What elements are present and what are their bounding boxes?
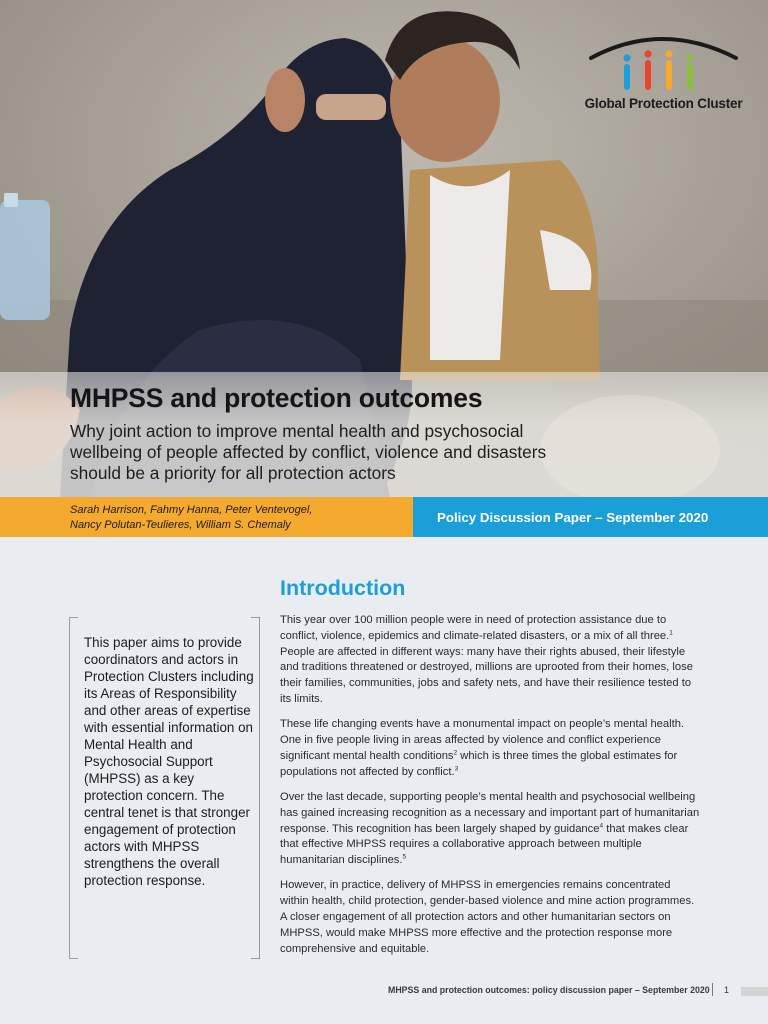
paragraph: Over the last decade, supporting people’s mental health and psychosocial wellbeing has gained increasing recognition as a necessary and important part of humanitarian response. This recognition has been largely shaped by guidance$^4$ that makes clear that effective MHPSS requires a collaborative approach between multiple humanitarian disciplines.$^5$ [280, 790, 700, 867]
callout-left-rule [69, 617, 70, 959]
footnote-ref: 3 [454, 764, 459, 772]
running-footer: MHPSS and protection outcomes: policy discussion paper – September 2020 [388, 985, 710, 995]
callout-corner [251, 958, 260, 959]
introduction-body [280, 613, 700, 967]
paper-type-label: Policy Discussion Paper – September 2020 [413, 497, 768, 537]
paragraph: These life changing events have a monumental impact on people’s mental health. One in five people living in areas affected by violence and conflict experience significant mental health conditions$^2$ which is three times the global estimates for populations not affected by conflict.$^3$ [280, 718, 685, 778]
paragraph: However, in practice, delivery of MHPSS in emergencies remains concentrated within health, child protection, gender-based violence and mine action programmes. A closer engagement of all protection actors and other humanitarian sectors on MHPSS, would make MHPSS more effective and the protection response more comprehensive and equitable. [280, 879, 695, 955]
callout-corner [69, 617, 78, 618]
page-tab-marker [741, 987, 768, 996]
footer-divider [712, 983, 713, 996]
footnote-ref: 5 [402, 853, 407, 861]
footnote-ref: 4 [599, 821, 604, 829]
paragraph: This year over 100 million people were in need of protection assistance due to conflict, violence, epidemics and climate-related disasters, or a mix of all three.$^1$ People are affected in different ways: many have their rights abused, their lifestyle and traditions threatened or destroyed, millions are uprooted from their homes, lose their families, communities, jobs and safety nets, and have their resilience tested to its limits. [280, 614, 693, 705]
footnote-ref: 1 [669, 629, 673, 637]
global-protection-cluster-logo [578, 30, 748, 120]
section-heading-introduction: Introduction [280, 576, 406, 600]
callout-corner [251, 617, 260, 618]
callout-text: This paper aims to provide coordinators and actors in Protection Clusters including its Areas of Responsibility and other areas of expertise with essential information on Mental Health and Psychosocial Support (MHPSS) as a key protection concern. The central tenet is that stronger engagement of protection actors with MHPSS strengthens the overall protection response. [84, 635, 254, 888]
page-subtitle: Why joint action to improve mental health and psychosocial wellbeing of people affected by conflict, violence and disasters should be a priority for all protection actors [70, 421, 547, 483]
logo-text: Global Protection Cluster [584, 96, 743, 111]
summary-callout [69, 617, 260, 959]
authors-line-2: Nancy Polutan-Teulieres, William S. Chemaly [70, 519, 291, 531]
page-title: MHPSS and protection outcomes [70, 383, 483, 413]
page-number: 1 [724, 985, 730, 995]
people-arc-icon [578, 30, 748, 100]
footnote-ref: 2 [453, 749, 458, 757]
authors-line-1: Sarah Harrison, Fahmy Hanna, Peter Ventevogel, [70, 504, 313, 516]
authors-bar [0, 497, 413, 537]
callout-right-rule [259, 617, 260, 959]
callout-corner [69, 958, 78, 959]
